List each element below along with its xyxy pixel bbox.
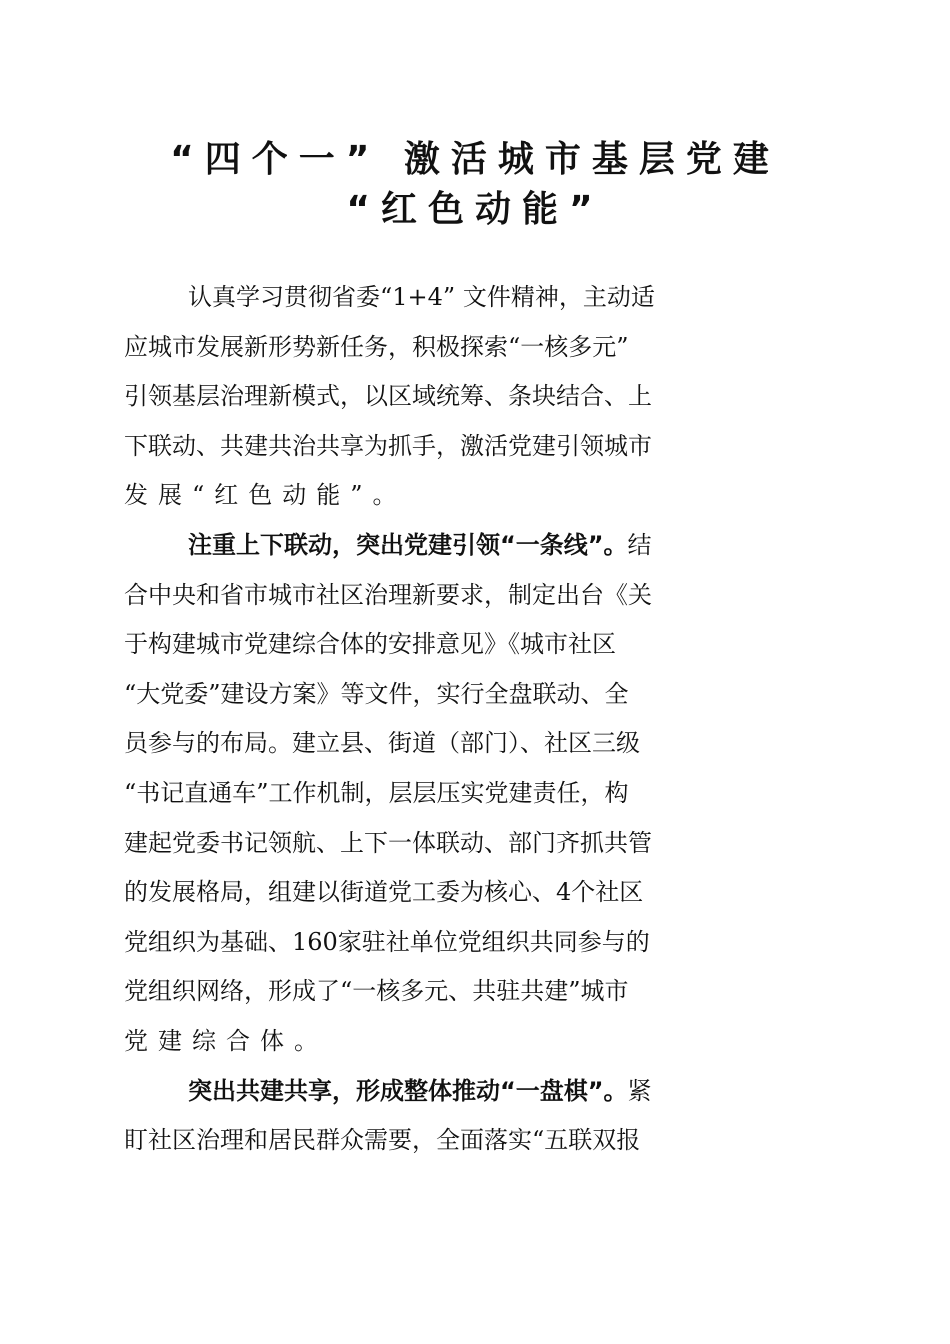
line-text: 的发展格局，组建以街道党工委为核心、4个社区 (124, 878, 644, 907)
section-heading: 注重上下联动，突出党建引领“一条线”。 (188, 530, 628, 559)
section-heading: 突出共建共享，形成整体推动“一盘棋”。 (188, 1076, 628, 1105)
body-line (124, 670, 824, 720)
line-text: 引领基层治理新模式，以区域统筹、条块结合、上 (124, 382, 652, 411)
line-text: 建起党委书记领航、上下一体联动、部门齐抓共管 (124, 828, 652, 857)
body-line (124, 819, 824, 869)
body-line (124, 521, 824, 571)
line-text: 于构建城市党建综合体的安排意见》《城市社区 (124, 630, 616, 659)
body-line (124, 372, 824, 422)
line-text: 党组织网络，形成了“一核多元、共驻共建”城市 (124, 977, 629, 1006)
body-text (124, 273, 824, 1166)
line-text: “大党委”建设方案》等文件，实行全盘联动、全 (124, 679, 629, 708)
line-text: 发展“红色动能”。 (124, 481, 407, 510)
body-line (124, 868, 824, 918)
line-text: 下联动、共建共治共享为抓手，激活党建引领城市 (124, 431, 652, 460)
body-line (124, 620, 824, 670)
line-text: 盯社区治理和居民群众需要，全面落实“五联双报 (124, 1126, 641, 1155)
body-line (124, 1017, 824, 1067)
line-text: 紧 (627, 1076, 652, 1105)
body-line (124, 471, 824, 521)
line-text: 员参与的布局。建立县、街道（部门）、社区三级 (124, 729, 640, 758)
line-text: 认真学习贯彻省委“1+4” 文件精神，主动适 (188, 283, 655, 311)
body-line (124, 273, 824, 323)
body-line (124, 323, 824, 373)
line-text: 党建综合体。 (124, 1026, 328, 1055)
line-text: 合中央和省市城市社区治理新要求，制定出台《关 (124, 580, 652, 609)
line-text: 应城市发展新形势新任务，积极探索“一核多元” (124, 332, 629, 361)
body-line (124, 918, 824, 968)
body-line (124, 1116, 824, 1166)
title-line-1: “四个一” 激活城市基层党建 (170, 139, 780, 180)
line-text: “书记直通车”工作机制，层层压实党建责任，构 (124, 778, 629, 807)
body-line (124, 422, 824, 472)
body-line (124, 719, 824, 769)
line-text: 结 (627, 530, 652, 559)
title-line-2: “红色动能” (346, 189, 604, 230)
line-text: 党组织为基础、160家驻社单位党组织共同参与的 (124, 927, 650, 956)
body-line (124, 1067, 824, 1117)
body-line (124, 967, 824, 1017)
body-line (124, 769, 824, 819)
body-line (124, 571, 824, 621)
